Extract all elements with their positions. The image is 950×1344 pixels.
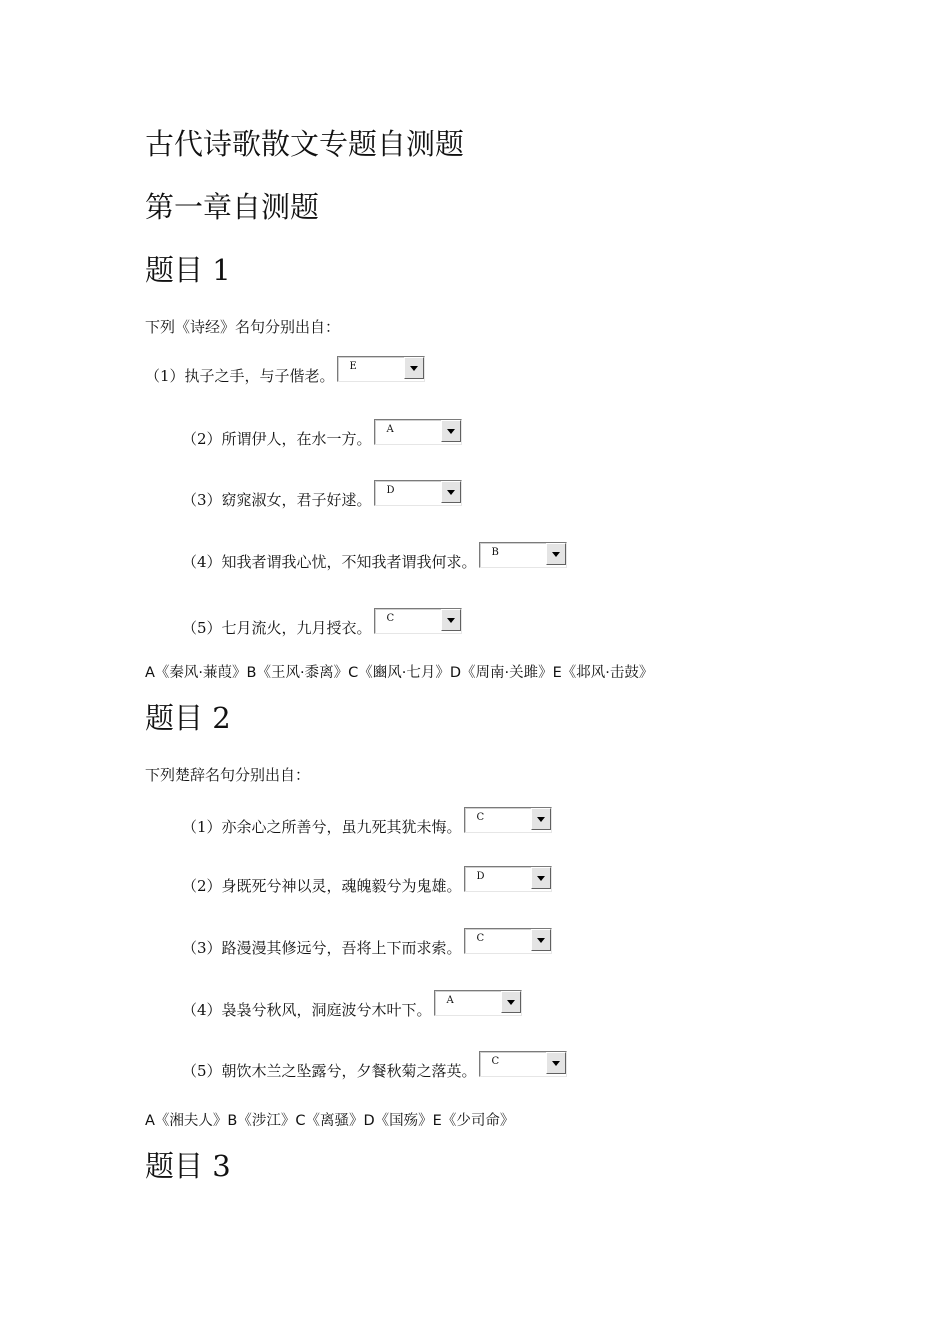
chevron-down-icon xyxy=(447,490,455,495)
dropdown-button[interactable] xyxy=(546,543,566,565)
answer-select-value: C xyxy=(386,613,395,624)
question-1-item-3 xyxy=(182,480,462,510)
item-text: （3）路漫漫其修远兮，吾将上下而求索。 xyxy=(182,939,462,957)
chevron-down-icon xyxy=(447,618,455,623)
answer-select-value: B xyxy=(491,547,499,558)
answer-select-value: D xyxy=(476,871,485,882)
question-3-heading: 题目 3 xyxy=(145,1149,231,1183)
answer-select-value: C xyxy=(491,1056,500,1067)
question-2-item-3 xyxy=(182,928,552,958)
item-text: （1）亦余心之所善兮，虽九死其犹未悔。 xyxy=(182,818,462,836)
answer-select-value: A xyxy=(386,424,394,435)
answer-select[interactable] xyxy=(464,928,552,954)
answer-select[interactable] xyxy=(374,419,462,445)
dropdown-button[interactable] xyxy=(546,1052,566,1074)
question-2-item-2 xyxy=(182,866,552,896)
chevron-down-icon xyxy=(410,366,418,371)
answer-select-value: E xyxy=(349,361,357,372)
answer-select[interactable] xyxy=(479,1051,567,1077)
item-text: （5）朝饮木兰之坠露兮，夕餐秋菊之落英。 xyxy=(182,1062,477,1080)
dropdown-button[interactable] xyxy=(404,357,424,379)
answer-select-value: A xyxy=(446,995,454,1006)
question-1-heading: 题目 1 xyxy=(145,253,231,287)
chevron-down-icon xyxy=(507,1000,515,1005)
dropdown-button[interactable] xyxy=(441,609,461,631)
question-1-prompt: 下列《诗经》名句分别出自： xyxy=(145,318,341,336)
dropdown-button[interactable] xyxy=(531,929,551,951)
chevron-down-icon xyxy=(537,876,545,881)
chevron-down-icon xyxy=(552,552,560,557)
question-2-item-5 xyxy=(182,1051,567,1081)
question-1-item-1 xyxy=(145,356,425,386)
chapter-title: 第一章自测题 xyxy=(145,190,320,224)
item-text: （3）窈窕淑女，君子好逑。 xyxy=(182,491,372,509)
item-text: （2）所谓伊人，在水一方。 xyxy=(182,430,372,448)
answer-select-value: C xyxy=(476,812,485,823)
page-title: 古代诗歌散文专题自测题 xyxy=(145,127,465,161)
chevron-down-icon xyxy=(552,1061,560,1066)
dropdown-button[interactable] xyxy=(441,420,461,442)
dropdown-button[interactable] xyxy=(531,808,551,830)
chevron-down-icon xyxy=(447,429,455,434)
question-2-options: A《湘夫人》B《涉江》C《离骚》D《国殇》E《少司命》 xyxy=(145,1113,515,1129)
question-1-item-4 xyxy=(182,542,567,572)
item-text: （4）知我者谓我心忧，不知我者谓我何求。 xyxy=(182,553,477,571)
answer-select-value: C xyxy=(476,933,485,944)
answer-select[interactable] xyxy=(374,608,462,634)
dropdown-button[interactable] xyxy=(531,867,551,889)
answer-select[interactable] xyxy=(479,542,567,568)
question-1-item-2 xyxy=(182,419,462,449)
question-1-item-5 xyxy=(182,608,462,638)
question-2-prompt: 下列楚辞名句分别出自： xyxy=(145,766,311,784)
item-text: （5）七月流火，九月授衣。 xyxy=(182,619,372,637)
answer-select[interactable] xyxy=(374,480,462,506)
dropdown-button[interactable] xyxy=(441,481,461,503)
answer-select-value: D xyxy=(386,485,395,496)
answer-select[interactable] xyxy=(464,866,552,892)
item-text: （1）执子之手，与子偕老。 xyxy=(145,367,335,385)
question-2-item-4 xyxy=(182,990,522,1020)
chevron-down-icon xyxy=(537,817,545,822)
answer-select[interactable] xyxy=(464,807,552,833)
question-2-heading: 题目 2 xyxy=(145,701,231,735)
answer-select[interactable] xyxy=(337,356,425,382)
answer-select[interactable] xyxy=(434,990,522,1016)
dropdown-button[interactable] xyxy=(501,991,521,1013)
question-2-item-1 xyxy=(182,807,552,837)
question-1-options: A《秦风·蒹葭》B《王风·黍离》C《豳风·七月》D《周南·关雎》E《邶风·击鼓》 xyxy=(145,665,654,681)
item-text: （4）袅袅兮秋风，洞庭波兮木叶下。 xyxy=(182,1001,432,1019)
item-text: （2）身既死兮神以灵，魂魄毅兮为鬼雄。 xyxy=(182,877,462,895)
chevron-down-icon xyxy=(537,938,545,943)
